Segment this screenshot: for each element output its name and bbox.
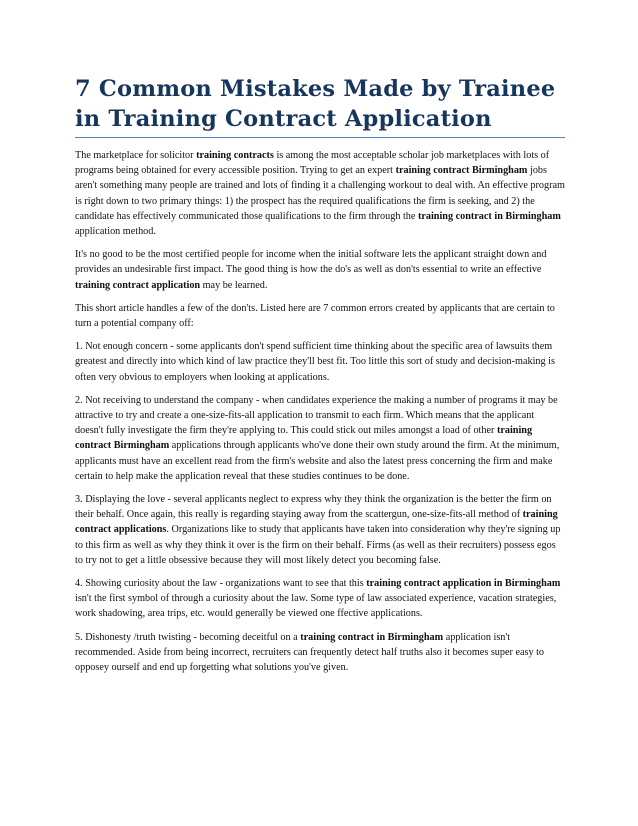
text-run: is among the most acceptable scholar job marketplaces with lots of programs being obtained for every accessible position. Trying to get an expert: [75, 150, 550, 177]
text-run: . Organizations like to study that applicants have taken into consideration why they're signing up to this firm as well as why they think it over is the firm on their behalf. Firms (as well as their recruiters) possess egos to try not to get a little obsessive because they will most likely detect you becoming false.: [75, 524, 561, 566]
bold-keyword: training contract application in Birmingham: [366, 578, 561, 590]
text-run: application isn't recommended. Aside from being incorrect, recruiters can frequently detect half truths also it becomes super easy to opposey ourself and end up forgetting what solutions you've given.: [75, 631, 545, 674]
body-paragraph: [75, 630, 565, 676]
text-run: It's no good to be the most certified people for income when the initial software lets the applicant straight down and provides an undesirable first impact. The good thing is how the do's as well as don'ts essential to write an effective: [75, 249, 547, 276]
body-paragraph: [75, 247, 565, 293]
text-run: may be learned.: [200, 279, 268, 291]
body-paragraph: [75, 148, 565, 239]
text-run: 1. Not enough concern - some applicants don't spend sufficient time thinking about the specific area of lawsuits them greatest and directly into which kind of law practice they'll best fit. Too little this sort of study and decision-making is often very obvious to employers when looking at applications.: [75, 341, 555, 383]
bold-keyword: training contract in Birmingham: [300, 631, 444, 643]
text-run: 2. Not receiving to understand the company - when candidates experience the making a number of programs it may be attractive to try and create a one-size-fits-all application to transmit to each firm. Which means that the applicant doesn't fully investigate the firm they're applying to. This could stick out miles amongst a load of other: [75, 394, 558, 437]
text-run: application method.: [75, 226, 156, 238]
body-paragraph: [75, 301, 565, 331]
body-paragraph: [75, 393, 565, 484]
document-title: 7 Common Mistakes Made by Trainee in Training Contract Application: [75, 74, 565, 138]
body-paragraph: [75, 339, 565, 385]
text-run: The marketplace for solicitor: [75, 150, 197, 161]
text-run: 3. Displaying the love - several applicants neglect to express why they think the organization is the better the firm on their behalf. Once again, this really is regarding staying away from the scattergun, one-size-fits-all method of: [75, 494, 552, 521]
text-run: applications through applicants who've done their own study around the firm. At the minimum, applicants must have an excellent read from the firm's website and also the latest press concerning the firm and make certain to help make the application reveal that these studies continues to be done.: [75, 440, 560, 482]
text-run: 4. Showing curiosity about the law - organizations want to see that this: [75, 578, 367, 590]
bold-keyword: training contract applications: [75, 509, 558, 536]
bold-keyword: training contract in Birmingham: [417, 210, 561, 222]
bold-keyword: training contract application: [75, 279, 201, 291]
text-run: isn't the first symbol of through a curiosity about the law. Some type of law associated experience, vacation strategies, work shadowing, area trips, etc. would generally be viewed one ffective applications.: [75, 593, 557, 620]
bold-keyword: training contract Birmingham: [75, 425, 533, 452]
text-run: 5. Dishonesty /truth twisting - becoming deceitful on a: [75, 631, 301, 643]
bold-keyword: training contract Birmingham: [395, 165, 528, 177]
document-body: [75, 148, 565, 675]
document-page: [75, 74, 565, 683]
bold-keyword: training contracts: [196, 150, 274, 161]
body-paragraph: [75, 492, 565, 568]
text-run: This short article handles a few of the don'ts. Listed here are 7 common errors created by applicants that are certain to turn a potential company off:: [75, 302, 555, 330]
body-paragraph: [75, 576, 565, 622]
text-run: jobs aren't something many people are trained and lots of finding it a challenging workout to deal with. An effective program is right down to two primary things: 1) the prospect has the required qualifications the firm is seeking, and 2) the candidate has effectively communicated those qualifications to the firm through the: [75, 165, 565, 222]
